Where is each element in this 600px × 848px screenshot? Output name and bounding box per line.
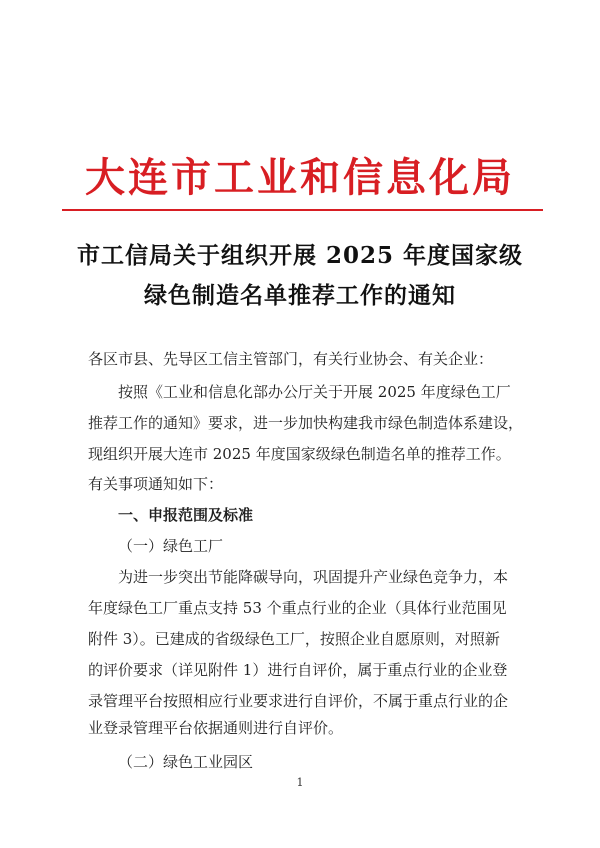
intro-line-3: 现组织开展大连市 2025 年度国家级绿色制造名单的推荐工作。 — [88, 445, 511, 463]
intro-line-2: 推荐工作的通知》要求，进一步加快构建我市绿色制造体系建设， — [88, 414, 524, 432]
addressee-line: 各区市县、先导区工信主管部门，有关行业协会、有关企业： — [88, 350, 494, 368]
subsection-2-heading: （二）绿色工业园区 — [118, 753, 254, 771]
intro-line-1: 按照《工业和信息化部办公厅关于开展 2025 年度绿色工厂 — [118, 383, 511, 401]
document-title-line-2: 绿色制造名单推荐工作的通知 — [144, 282, 456, 309]
subsection-1-heading: （一）绿色工厂 — [118, 537, 224, 555]
document-title-line-1: 市工信局关于组织开展 2025 年度国家级 — [76, 242, 524, 269]
paragraph-line-4: 的评价要求（详见附件 1）进行自评价，属于重点行业的企业登 — [88, 661, 508, 679]
paragraph-line-1: 为进一步突出节能降碳导向，巩固提升产业绿色竞争力，本 — [118, 568, 509, 586]
paragraph-line-2: 年度绿色工厂重点支持 53 个重点行业的企业（具体行业范围见 — [88, 599, 507, 617]
paragraph-line-3: 附件 3）。已建成的省级绿色工厂，按照企业自愿原则，对照新 — [88, 630, 500, 648]
header-red-rule — [62, 209, 543, 211]
page-number: 1 — [296, 776, 304, 789]
issuing-authority-header: 大连市工业和信息化局 — [85, 155, 515, 201]
paragraph-line-5: 录管理平台按照相应行业要求进行自评价，不属于重点行业的企 — [88, 692, 509, 710]
section-1-heading: 一、申报范围及标准 — [118, 506, 254, 524]
paragraph-line-6: 业登录管理平台依据通则进行自评价。 — [88, 719, 344, 737]
intro-line-4: 有关事项通知如下： — [88, 475, 224, 493]
